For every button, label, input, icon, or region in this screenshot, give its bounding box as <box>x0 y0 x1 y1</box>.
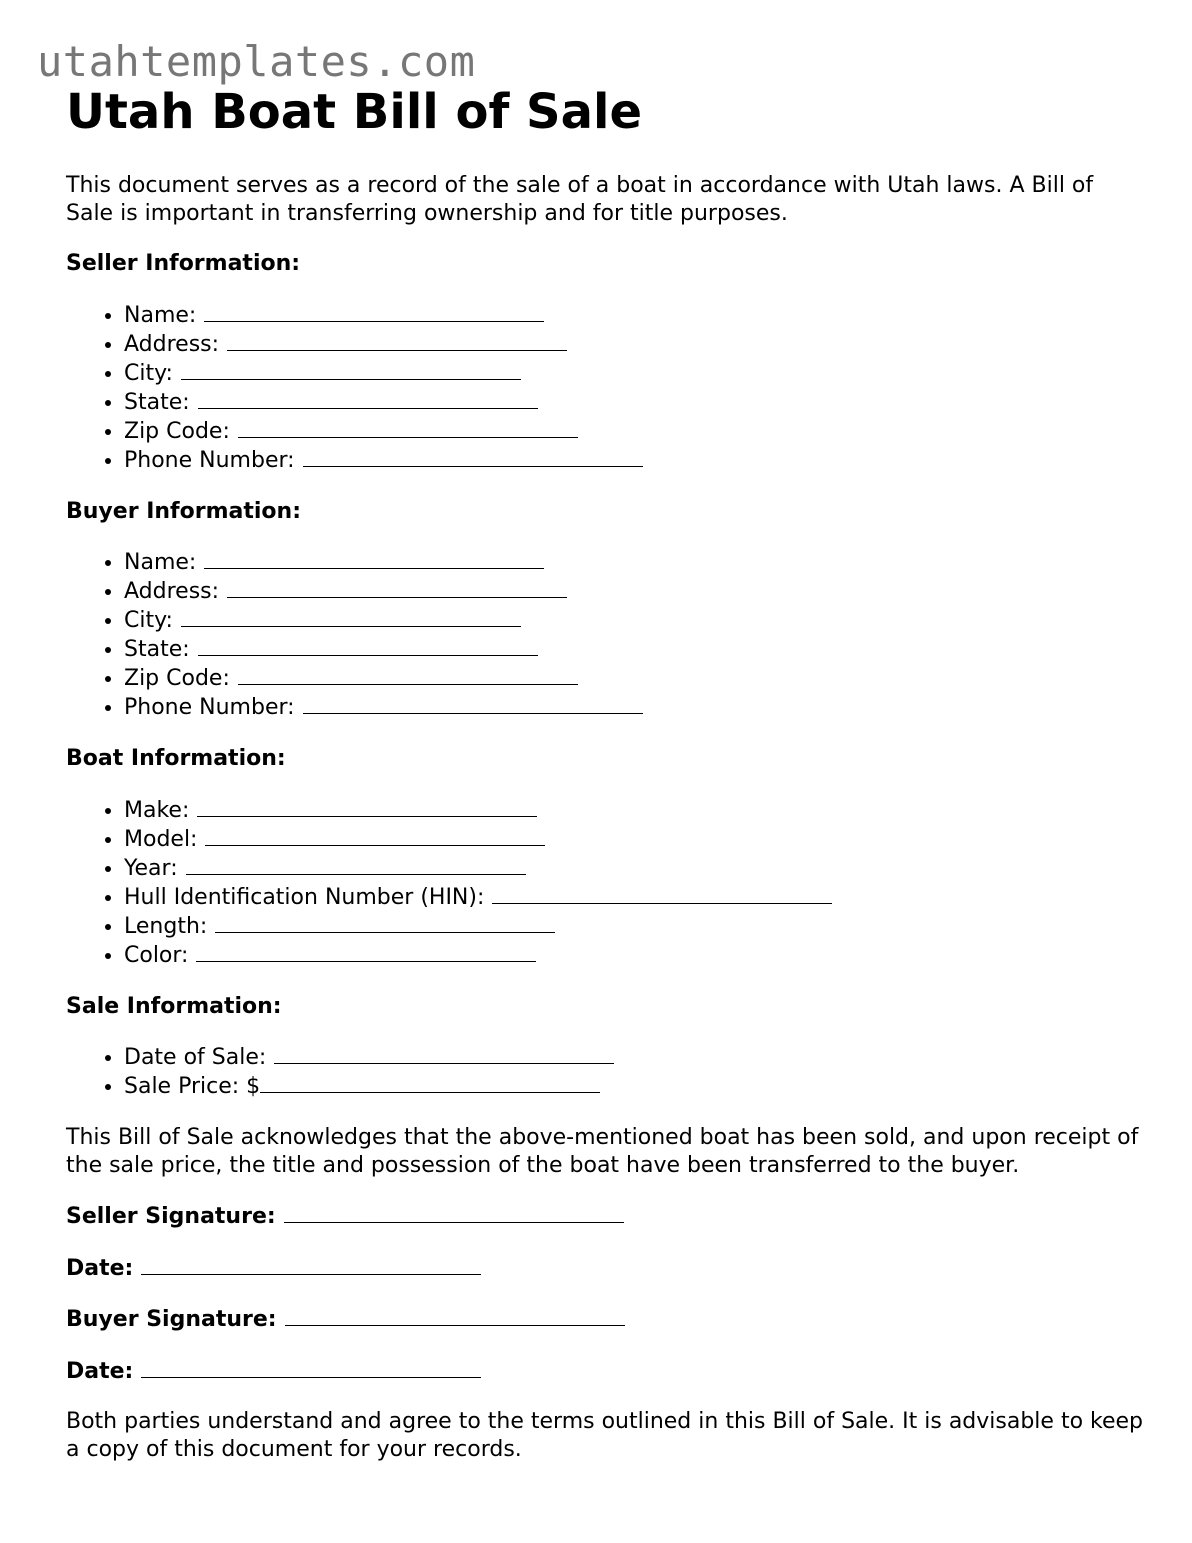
blank-line[interactable] <box>492 883 832 904</box>
signature-label: Buyer Signature: <box>66 1307 277 1332</box>
field-label: Phone Number: <box>124 695 295 720</box>
seller-name-field <box>124 301 1146 330</box>
seller-state-field <box>124 388 1146 417</box>
field-label: Zip Code: <box>124 666 230 691</box>
seller-phone-field <box>124 446 1146 475</box>
field-label: Year: <box>124 855 178 881</box>
seller-city-field <box>124 359 1146 388</box>
blank-line[interactable] <box>196 941 536 962</box>
closing-paragraph: Both parties understand and agree to the terms outlined in this Bill of Sale. It is advisable to keep a copy of this document for your records. <box>66 1409 1144 1462</box>
blank-line[interactable] <box>204 548 544 569</box>
seller-heading: Seller Information: <box>66 251 301 276</box>
blank-line[interactable] <box>198 635 538 656</box>
blank-line[interactable] <box>303 446 643 467</box>
boat-color-field <box>124 941 1146 970</box>
field-label: State: <box>124 637 190 662</box>
blank-line[interactable] <box>260 1072 600 1093</box>
boat-model-field <box>124 825 1146 854</box>
buyer-city-field <box>124 606 1146 635</box>
blank-line[interactable] <box>197 796 537 817</box>
buyer-state-field <box>124 635 1146 664</box>
date-label: Date: <box>66 1255 134 1281</box>
boat-year-field <box>124 854 1146 883</box>
buyer-heading: Buyer Information: <box>66 498 301 524</box>
blank-line[interactable] <box>141 1357 481 1378</box>
field-label: Hull Identification Number (HIN): <box>124 884 485 910</box>
field-label: Date of Sale: <box>124 1045 267 1070</box>
blank-line[interactable] <box>303 693 643 714</box>
field-label: Sale Price: $ <box>124 1074 261 1099</box>
document-page <box>66 84 1146 1463</box>
blank-line[interactable] <box>215 912 555 933</box>
acknowledgment-paragraph: This Bill of Sale acknowledges that the above-mentioned boat has been sold, and upon receipt of the sale price, the title and possession of the boat have been transferred to the buyer. <box>66 1125 1139 1178</box>
buyer-field-list <box>66 548 1146 722</box>
blank-line[interactable] <box>238 664 578 685</box>
field-label: Address: <box>124 331 220 357</box>
field-label: Color: <box>124 942 189 968</box>
field-label: Name: <box>124 302 197 328</box>
seller-signature-line <box>66 1202 1146 1231</box>
blank-line[interactable] <box>141 1254 481 1275</box>
seller-date-line <box>66 1254 1146 1283</box>
blank-line[interactable] <box>181 606 521 627</box>
blank-line[interactable] <box>285 1305 625 1326</box>
field-label: City: <box>124 608 173 633</box>
buyer-address-field <box>124 577 1146 606</box>
blank-line[interactable] <box>205 825 545 846</box>
seller-address-field <box>124 330 1146 359</box>
blank-line[interactable] <box>238 417 578 438</box>
field-label: Model: <box>124 826 198 852</box>
intro-paragraph: This document serves as a record of the sale of a boat in accordance with Utah laws. A Bill of Sale is important in transferring ownership and for title purposes. <box>66 173 1094 226</box>
blank-line[interactable] <box>186 854 526 875</box>
sale-price-field <box>124 1072 1146 1101</box>
buyer-name-field <box>124 548 1146 577</box>
seller-zip-field <box>124 417 1146 446</box>
boat-length-field <box>124 912 1146 941</box>
buyer-zip-field <box>124 664 1146 693</box>
blank-line[interactable] <box>227 330 567 351</box>
buyer-signature-line <box>66 1305 1146 1334</box>
blank-line[interactable] <box>274 1043 614 1064</box>
signature-label: Seller Signature: <box>66 1204 276 1229</box>
field-label: Make: <box>124 797 190 823</box>
boat-field-list <box>66 796 1146 970</box>
field-label: Phone Number: <box>124 447 295 473</box>
boat-make-field <box>124 796 1146 825</box>
blank-line[interactable] <box>227 577 567 598</box>
date-label: Date: <box>66 1358 134 1384</box>
blank-line[interactable] <box>198 388 538 409</box>
seller-field-list <box>66 301 1146 475</box>
buyer-date-line <box>66 1357 1146 1386</box>
field-label: Zip Code: <box>124 418 230 444</box>
field-label: State: <box>124 389 190 415</box>
field-label: City: <box>124 360 173 386</box>
sale-heading: Sale Information: <box>66 993 282 1019</box>
boat-heading: Boat Information: <box>66 746 286 771</box>
sale-date-field <box>124 1043 1146 1072</box>
watermark: utahtemplates.com <box>37 37 476 86</box>
field-label: Address: <box>124 579 220 604</box>
field-label: Name: <box>124 550 197 575</box>
boat-hin-field <box>124 883 1146 912</box>
sale-field-list <box>66 1043 1146 1101</box>
buyer-phone-field <box>124 693 1146 722</box>
blank-line[interactable] <box>181 359 521 380</box>
document-title: Utah Boat Bill of Sale <box>66 84 642 140</box>
field-label: Length: <box>124 913 208 939</box>
blank-line[interactable] <box>284 1202 624 1223</box>
blank-line[interactable] <box>204 301 544 322</box>
